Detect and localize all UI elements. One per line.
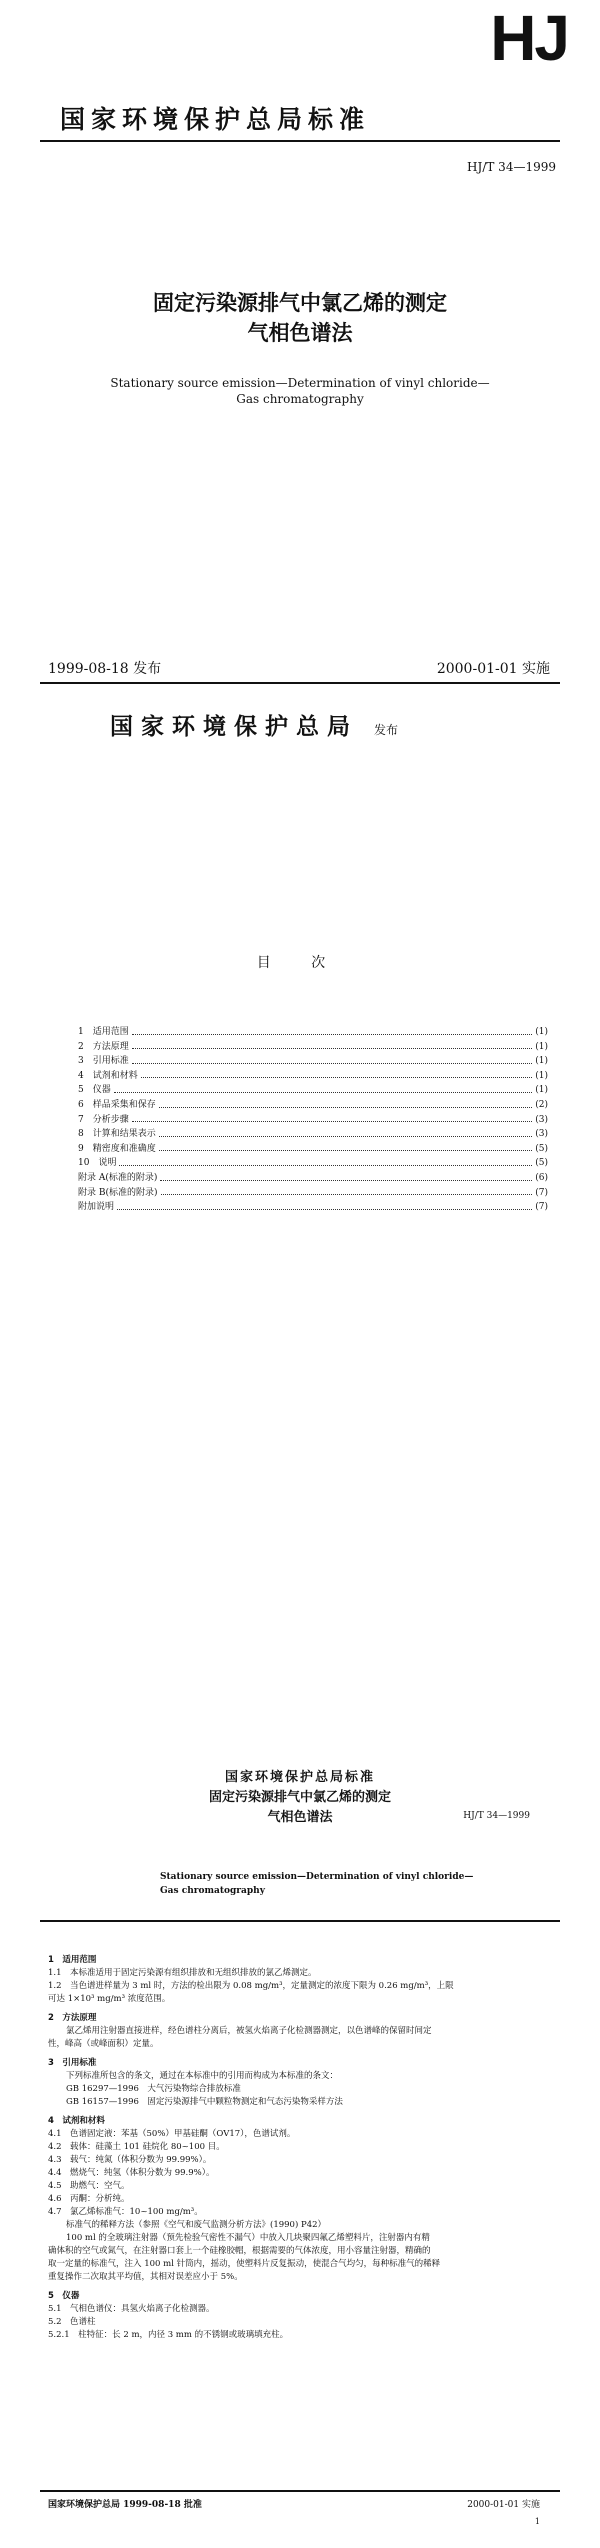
toc-item-label: 8 计算和结果表示 [78,1129,156,1140]
title-en-line2: Gas chromatography [236,392,364,406]
toc-item-label: 2 方法原理 [78,1041,129,1052]
page-standard-number: HJ/T 34—1999 [463,1811,530,1821]
toc-item-label: 5 仪器 [78,1085,111,1096]
toc-item-page: (1) [535,1027,548,1037]
toc-leader-dots [141,1069,533,1079]
toc-item [78,1142,548,1157]
issuer-suffix: 发布 [374,723,399,737]
paragraph: 标准气的稀释方法（参照《空气和废气监测分析方法》(1990) P42） [66,2220,327,2230]
clause: 4.3 载气：纯氮（体积分数为 99.99%）。 [48,2155,212,2165]
footer-effective: 2000-01-01 实施 [467,2500,540,2510]
issuer-name: 国家环境保护总局 [110,714,358,740]
toc-item-label: 3 引用标准 [78,1056,129,1067]
toc-item-page: (7) [535,1187,548,1198]
hj-logo: HJ [490,2,568,74]
section-heading: 3 引用标准 [48,2058,97,2068]
page-title-en [160,1870,473,1898]
toc-item-page: (3) [535,1129,548,1140]
section-heading: 4 试剂和材料 [48,2116,105,2126]
toc-leader-dots [132,1040,533,1050]
toc-item-page: (2) [535,1099,548,1110]
toc-item-page: (1) [535,1041,548,1052]
toc-item-label: 6 样品采集和保存 [78,1099,156,1110]
issue-date: 1999-08-18 发布 [48,661,162,677]
paragraph: 下列标准所包含的条文，通过在本标准中的引用而构成为本标准的条文： [66,2071,339,2081]
toc-item-page: (7) [535,1202,548,1213]
toc-item [78,1186,548,1201]
toc-item-label: 10 说明 [78,1158,117,1169]
toc-item [78,1083,548,1098]
reference-item: GB 16297—1996 大气污染物综合排放标准 [66,2084,241,2094]
toc-leader-dots [114,1083,533,1093]
page-title-en-line2: Gas chromatography [160,1886,265,1896]
section-heading: 2 方法原理 [48,2013,97,2023]
toc-leader-dots [159,1127,533,1137]
toc-leader-dots [132,1113,533,1123]
toc-item-label: 9 精密度和准确度 [78,1143,156,1154]
page-header-rule [40,1920,560,1922]
toc-item-page: (1) [535,1070,548,1081]
toc-item-label: 附加说明 [78,1202,115,1213]
clause: 1.2 当色谱进样量为 3 ml 时，方法的检出限为 0.08 mg/m³，定量测定的浓度下限为 0.26 mg/m³，上限 [48,1981,454,1991]
toc-title: 目 次 [256,955,344,971]
footer-rule [40,2490,560,2492]
toc-leader-dots [159,1142,533,1152]
toc-item-page: (1) [535,1085,548,1096]
clause-cont: 可达 1×10³ mg/m³ 浓度范围。 [48,1994,171,2004]
toc-item [78,1025,548,1040]
section-heading: 5 仪器 [48,2291,80,2301]
toc-item-label: 附录 A(标准的附录) [78,1172,158,1183]
toc-item [78,1054,548,1069]
paragraph-cont: 取一定量的标准气，注入 100 ml 针筒内，摇动，使塑料片反复振动，使混合气均匀，每种标准气的稀释 [48,2259,441,2269]
clause: 5.2.1 柱特征：长 2 m，内径 3 mm 的不锈钢或玻璃填充柱。 [48,2330,289,2340]
effective-date: 2000-01-01 实施 [436,661,550,677]
clause: 1.1 本标准适用于固定污染源有组织排放和无组织排放的氯乙烯测定。 [48,1968,317,1978]
toc-item-page: (6) [535,1172,548,1183]
toc-item-page: (5) [535,1158,548,1169]
title-cn-line1: 固定污染源排气中氯乙烯的测定 [153,291,447,315]
toc-item [78,1040,548,1055]
page-body [48,1948,558,2342]
toc-item [78,1098,548,1113]
toc-item [78,1127,548,1142]
clause: 4.7 氯乙烯标准气：10~100 mg/m³。 [48,2207,203,2217]
clause: 4.5 助燃气：空气。 [48,2181,130,2191]
toc-item-label: 4 试剂和材料 [78,1070,138,1081]
page-title-line2: 气相色谱法 [267,1810,333,1825]
toc-item [78,1069,548,1084]
page-title-line1: 固定污染源排气中氯乙烯的测定 [208,1790,391,1805]
toc-item-page: (1) [535,1056,548,1067]
page-title-en-line1: Stationary source emission—Determination of vinyl chloride— [160,1872,474,1882]
toc-leader-dots [119,1156,532,1166]
toc-item [78,1113,548,1128]
toc-item-label: 附录 B(标准的附录) [78,1187,158,1198]
clause: 4.2 载体：硅藻土 101 硅烷化 80~100 目。 [48,2142,225,2152]
date-rule [40,682,560,684]
toc-item-page: (3) [535,1114,548,1125]
standard-number: HJ/T 34—1999 [467,160,556,174]
toc-item [78,1200,548,1215]
toc-leader-dots [160,1171,532,1181]
clause: 4.4 燃烧气：纯氢（体积分数为 99.9%）。 [48,2168,215,2178]
clause: 4.6 丙酮：分析纯。 [48,2194,130,2204]
toc-list [78,1025,548,1215]
issuer [110,708,398,741]
clause: 4.1 色谱固定液：苯基（50%）甲基硅酮（OV17），色谱试剂。 [48,2129,296,2139]
page-agency-title: 国家环境保护总局标准 [224,1770,375,1785]
toc-leader-dots [132,1025,533,1035]
paragraph: 氯乙烯用注射器直接进样，经色谱柱分离后，被氢火焰离子化检测器测定，以色谱峰的保留时间定 [66,2026,432,2036]
toc-item-label: 1 适用范围 [78,1027,129,1037]
reference-item: GB 16157—1996 固定污染源排气中颗粒物测定和气态污染物采样方法 [66,2097,343,2107]
paragraph-cont: 重复操作二次取其平均值，其相对误差应小于 5%。 [48,2272,243,2282]
footer-approval: 国家环境保护总局 1999-08-18 批准 [48,2500,202,2510]
title-en-line1: Stationary source emission—Determination of vinyl chloride— [110,376,490,390]
page-number: 1 [534,2517,540,2526]
clause: 5.1 气相色谱仪：具氢火焰离子化检测器。 [48,2304,215,2314]
toc-item [78,1156,548,1171]
toc-leader-dots [117,1200,532,1210]
header-rule [40,140,560,142]
toc-leader-dots [132,1054,533,1064]
section-heading: 1 适用范围 [48,1955,97,1965]
toc-item [78,1171,548,1186]
agency-title: 国家环境保护总局标准 [60,105,371,134]
toc-item-label: 7 分析步骤 [78,1114,129,1125]
toc-item-page: (5) [535,1143,548,1154]
paragraph: 100 ml 的全玻璃注射器（预先检验气密性不漏气）中放入几块聚四氟乙烯塑料片，注射器内有精 [66,2233,430,2243]
paragraph-cont: 性，峰高（或峰面积）定量。 [48,2039,159,2049]
title-cn-line2: 气相色谱法 [247,321,353,345]
toc-leader-dots [159,1098,533,1108]
clause: 5.2 色谱柱 [48,2317,96,2327]
paragraph-cont: 确体积的空气或氮气，在注射器口套上一个硅橡胶帽，根据需要的气体浓度，用小容量注射器，精确的 [48,2246,431,2256]
toc-leader-dots [161,1186,533,1196]
